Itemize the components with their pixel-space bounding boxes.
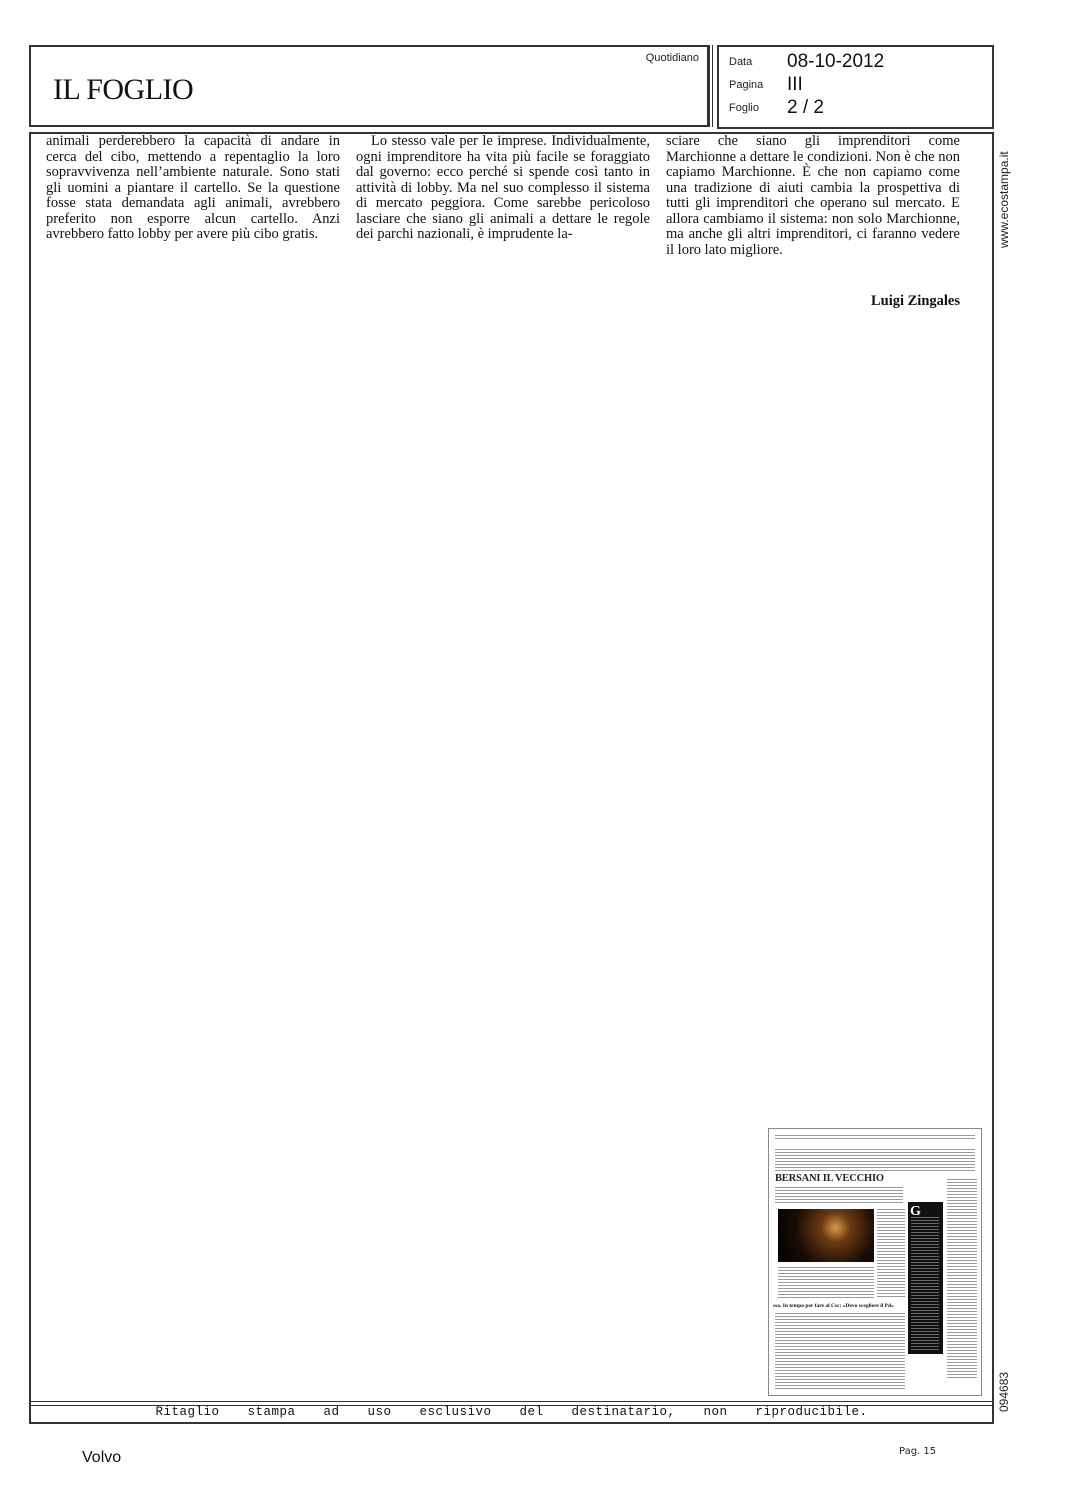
publication-type: Quotidiano xyxy=(645,52,699,64)
clipping-code: 094683 xyxy=(997,1371,1011,1412)
thumb-subhead: ssa. In tempo per fare al Csc: «Devo scegliere il Pd» xyxy=(773,1303,894,1309)
newspaper-masthead: IL FOGLIO xyxy=(53,73,194,106)
column-3-text: sciare che siano gli imprenditori come Marchionne a dettare le condizioni. Non è che non capiamo Marchionne. È che non capiamo come una tradizione di aiuti cambia la prospettiva di tutti gli imprenditori che operano sul mercato. E allora cambiamo il sistema: non solo Marchionne, ma anche gli altri imprenditori, ci faranno vedere il loro lato migliore. xyxy=(666,133,960,258)
article-column-1 xyxy=(46,134,340,243)
meta-row-data xyxy=(729,51,884,73)
foglio-value: 2 / 2 xyxy=(787,97,824,118)
ecostampa-site: www.ecostampa.it xyxy=(997,151,1011,248)
author-byline: Luigi Zingales xyxy=(870,293,960,309)
thumb-lead xyxy=(775,1187,903,1205)
thumb-top-columns xyxy=(775,1149,975,1171)
copyright-notice: Ritaglio stampa ad uso esclusivo del destinatario, non riproducibile. xyxy=(155,1405,868,1419)
thumb-photo xyxy=(778,1209,874,1262)
thumb-bottom-text xyxy=(775,1313,905,1389)
meta-row-foglio xyxy=(729,97,824,119)
metadata-box xyxy=(717,45,994,129)
thumb-initial: G xyxy=(910,1204,921,1219)
article-column-2 xyxy=(356,134,650,243)
box-divider xyxy=(709,45,713,127)
clipping-header xyxy=(29,45,994,129)
thumb-topline xyxy=(775,1135,975,1141)
thumb-side-col xyxy=(877,1209,905,1299)
thumb-dark-text xyxy=(911,1217,939,1351)
foglio-label: Foglio xyxy=(729,102,759,114)
pagina-label: Pagina xyxy=(729,79,764,91)
data-value: 08-10-2012 xyxy=(787,51,885,72)
thumb-caption xyxy=(778,1267,874,1299)
column-2-text: Lo stesso vale per le imprese. Individualmente, ogni imprenditore ha vita più facile se foraggiato dal governo: ecco perché si spende così tanto in attività di lobby. Ma nel suo complesso il sistema di mercato peggiora. Come sarebbe pericoloso lasciare che siano gli animali a dettare le regole dei parchi nazionali, è imprudente la- xyxy=(356,133,650,242)
thumb-headline: BERSANI IL VECCHIO xyxy=(775,1173,884,1184)
pagina-value: III xyxy=(787,74,803,95)
article-column-3 xyxy=(666,134,960,258)
data-label: Data xyxy=(729,56,753,68)
thumb-right-col xyxy=(947,1179,977,1379)
meta-row-pagina xyxy=(729,74,803,96)
masthead-box xyxy=(29,45,709,127)
page-number: Pag. 15 xyxy=(899,1446,937,1457)
client-name: Volvo xyxy=(82,1449,122,1466)
page-thumbnail xyxy=(768,1128,982,1396)
column-1-text: animali perderebbero la capacità di andare in cerca del cibo, mettendo a repentaglio la loro sopravvivenza nell’ambiente naturale. Sono stati gli uomini a piantare il cartello. Se la questione fosse stata demandata agli animali, avrebbero preferito non esporre alcun cartello. Anzi avrebbero fatto lobby per avere più cibo gratis. xyxy=(46,133,340,242)
